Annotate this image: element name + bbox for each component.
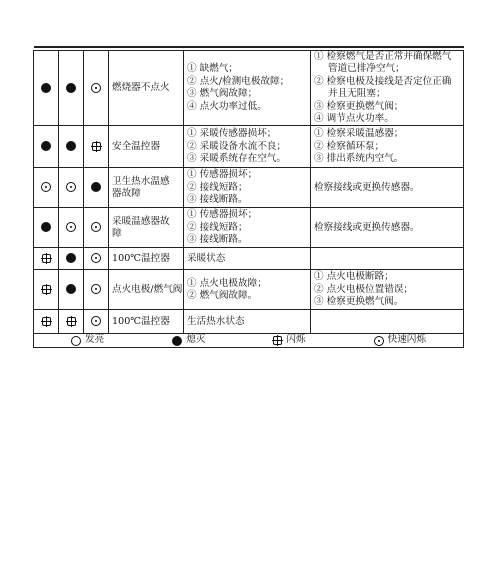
table-row [34, 270, 464, 310]
filled-circle-icon [66, 284, 76, 294]
fault-cause-line: ③ 采暖系统存在空气。 [187, 153, 286, 165]
fast-flash-icon [91, 83, 101, 93]
legend-label: 快速闪烁 [387, 334, 426, 346]
remedy-line: ③ 排出系统内空气。 [314, 153, 404, 165]
legend-cell [34, 334, 464, 347]
legend-item [374, 334, 426, 346]
fault-cause-cell [184, 168, 311, 208]
indicator-cell-2 [59, 168, 84, 208]
component-name-cell [109, 310, 184, 334]
remedy-cell [311, 248, 464, 270]
table-row [34, 126, 464, 168]
filled-circle-icon [91, 182, 101, 192]
fault-cause-line: ② 接线短路； [187, 221, 248, 233]
indicator-cell-1 [34, 51, 59, 126]
component-name-text: 点火电极/燃气阀 [112, 283, 183, 295]
indicator-cell-1 [34, 208, 59, 248]
filled-circle-icon [66, 141, 76, 151]
remedy-line: ② 检察循环泵； [314, 140, 385, 152]
table-row [34, 168, 464, 208]
component-name-cell [109, 248, 184, 270]
remedy-cell [311, 310, 464, 334]
indicator-cell-2 [59, 248, 84, 270]
indicator-cell-2 [59, 126, 84, 168]
remedy-line: ① 检察采暖温感器； [314, 128, 404, 140]
remedy-cell [311, 270, 464, 310]
flash-icon [42, 254, 51, 263]
fault-cause-line: ② 点火/检测电极故障； [187, 75, 290, 87]
component-name-text: 100℃温控器 [112, 315, 170, 327]
filled-circle-icon [41, 222, 51, 232]
indicator-cell-3 [84, 248, 109, 270]
indicator-cell-1 [34, 168, 59, 208]
fault-cause-line: ③ 接线断路。 [187, 234, 248, 246]
component-name-text: 燃烧器不点火 [112, 82, 170, 94]
legend-row [34, 334, 464, 347]
fault-cause-line: ① 传感器损坏； [187, 169, 258, 181]
filled-circle-icon [41, 83, 51, 93]
fault-cause-line: ① 传感器损坏； [187, 209, 258, 221]
fault-cause-cell [184, 270, 311, 310]
remedy-line: ② 检察电极及接线是否定位正确 [314, 75, 452, 87]
legend-item [71, 334, 104, 346]
fault-cause-line: ① 采暖传感器损坏； [187, 128, 277, 140]
remedy-line: ④ 调节点火功率。 [314, 113, 394, 125]
component-name-cell [109, 208, 184, 248]
remedy-line: 并且无阻塞； [328, 88, 386, 100]
fast-flash-icon [41, 182, 51, 192]
fault-cause-cell [184, 248, 311, 270]
table-row [34, 248, 464, 270]
flash-icon [92, 142, 101, 151]
component-name-text: 采暖温感器故 [112, 215, 170, 227]
filled-circle-icon [66, 83, 76, 93]
legend-label: 闪烁 [286, 334, 306, 346]
indicator-cell-3 [84, 51, 109, 126]
indicator-cell-3 [84, 270, 109, 310]
fault-cause-line: ① 缺燃气； [187, 63, 239, 75]
fault-cause-line: ③ 燃气阀故障； [187, 88, 258, 100]
remedy-line: ① 检察燃气是否正常并确保燃气 [314, 51, 452, 62]
fast-flash-icon [66, 182, 76, 192]
component-name-cell [109, 168, 184, 208]
legend-item [172, 334, 205, 346]
fault-cause-line: ② 采暖设备水流不良； [187, 140, 286, 152]
fast-flash-icon [374, 336, 384, 346]
indicator-cell-1 [34, 310, 59, 334]
remedy-line: 管道已排净空气； [328, 63, 405, 75]
remedy-line: 检察接线或更换传感器。 [314, 181, 420, 193]
remedy-cell [311, 208, 464, 248]
fault-cause-cell [184, 208, 311, 248]
remedy-cell [311, 168, 464, 208]
fault-cause-line: 生活热水状态 [187, 315, 245, 327]
fault-cause-line: 采暖状态 [187, 252, 226, 264]
flash-icon [42, 317, 51, 326]
table-row [34, 310, 464, 334]
indicator-cell-2 [59, 208, 84, 248]
indicator-cell-3 [84, 126, 109, 168]
table-body [34, 47, 464, 347]
filled-circle-icon [41, 141, 51, 151]
indicator-cell-1 [34, 248, 59, 270]
flash-icon [42, 285, 51, 294]
indicator-cell-3 [84, 208, 109, 248]
component-name-text: 器故障 [112, 187, 141, 199]
component-name-text: 安全温控器 [112, 140, 160, 152]
legend-label: 发亮 [85, 334, 105, 346]
remedy-cell [311, 126, 464, 168]
remedy-cell [311, 51, 464, 126]
component-name-cell [109, 126, 184, 168]
legend-item [273, 334, 305, 346]
indicator-cell-1 [34, 126, 59, 168]
indicator-cell-3 [84, 310, 109, 334]
flash-icon [273, 336, 282, 345]
component-name-cell [109, 270, 184, 310]
table-row [34, 208, 464, 248]
fault-cause-line: ① 点火电极故障； [187, 277, 267, 289]
fault-code-table [33, 46, 464, 348]
fast-flash-icon [91, 222, 101, 232]
component-name-cell [109, 51, 184, 126]
fault-cause-line: ③ 接线断路。 [187, 194, 248, 206]
indicator-cell-2 [59, 51, 84, 126]
remedy-line: ③ 检察更换燃气阀。 [314, 296, 404, 308]
fault-cause-cell [184, 126, 311, 168]
indicator-cell-3 [84, 168, 109, 208]
fault-cause-line: ② 燃气阀故障。 [187, 289, 258, 301]
indicator-cell-1 [34, 270, 59, 310]
table-row [34, 51, 464, 126]
flash-icon [67, 317, 76, 326]
fault-cause-cell [184, 51, 311, 126]
fault-cause-line: ② 接线短路； [187, 181, 248, 193]
indicator-cell-2 [59, 270, 84, 310]
indicator-cell-2 [59, 310, 84, 334]
remedy-line: ② 点火电极位置错误； [314, 283, 413, 295]
fast-flash-icon [91, 316, 101, 326]
component-name-text: 卫生热水温感 [112, 175, 170, 187]
fast-flash-icon [66, 222, 76, 232]
fault-cause-line: ④ 点火功率过低。 [187, 100, 267, 112]
component-name-text: 100℃温控器 [112, 252, 170, 264]
filled-circle-icon [66, 253, 76, 263]
remedy-line: 检察接线或更换传感器。 [314, 221, 420, 233]
fast-flash-icon [91, 253, 101, 263]
component-name-text: 障 [112, 227, 122, 239]
fast-flash-icon [91, 284, 101, 294]
filled-circle-icon [172, 336, 182, 346]
legend [37, 334, 460, 346]
fault-cause-cell [184, 310, 311, 334]
legend-label: 熄灭 [186, 334, 206, 346]
remedy-line: ① 点火电极断路； [314, 271, 394, 283]
remedy-line: ③ 检察更换燃气阀； [314, 100, 404, 112]
open-circle-icon [71, 336, 81, 346]
